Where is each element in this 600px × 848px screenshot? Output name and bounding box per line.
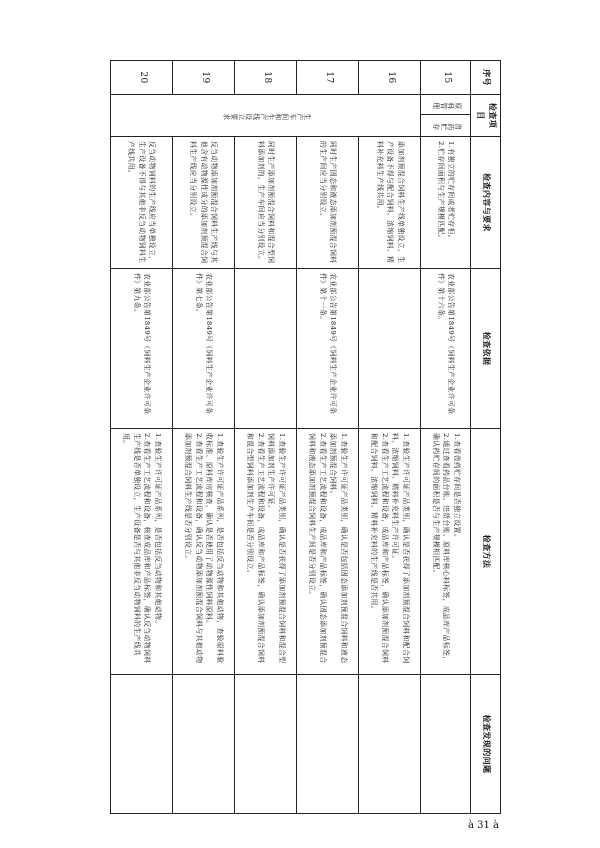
header-row <box>471 61 501 814</box>
method-line: 2.通过查看药品台账、进货台账、原料库核心料标签，成品库产品标签，确认药贮存间的面积是否与生产规模相匹配。 <box>431 433 451 664</box>
method-line: 1.查验生产许可证产品系列，是否包括反刍动物和其他动物，查验原料验收标准、原料库房核查，确认是否使用了动物源性饲料原料。 <box>205 433 224 664</box>
group-drug-store: 兽药贮存 <box>421 115 471 137</box>
table-row <box>173 61 235 814</box>
method-line: 1.查验生产许可证产品类别，确认是否获得了添加剂预混合饲料和混合型饲料添加剂生产许可证。 <box>267 433 286 664</box>
row-number: 18 <box>235 61 297 95</box>
row-problem[interactable] <box>235 675 297 814</box>
header-seq: 序号 <box>471 61 501 95</box>
row-content: 反刍动物添加剂预混合饲料生产线与其他含有动物源性成分的添加剂预混合饲料生产线应当分别设立。 <box>173 137 235 269</box>
method-line: 1.查验生产许可证产品类别，确认是否包括固态添加剂预混合饲料和液态添加剂预混合饲料。 <box>329 433 348 664</box>
row-number: 20 <box>111 61 173 95</box>
table-row <box>421 61 471 814</box>
row-content: 反刍动物饲料的生产线应当单独设立，生产设备不得与其他非反刍动物饲料生产线共用。 <box>111 137 173 269</box>
table-row <box>297 61 359 814</box>
row-content: 添加剂预混合饲料生产线单独设立，生产设备不得与配合饲料、浓缩饲料、精料补充料生产线共用。 <box>359 137 421 269</box>
method-line: 1.查看兽药贮存间是否独立设置。 <box>452 433 461 542</box>
row-basis: 农业部公告第1849号《饲料生产企业许可条件》第九条。 <box>111 269 173 429</box>
row-content: 1.有独立的贮存间或者贮存柜。 2.贮存间面积与生产规模匹配。 <box>421 137 471 269</box>
method-line: 1.查验生产许可证产品系列，是否包括反刍动物和其他动物。 <box>153 433 162 628</box>
header-problem: 检查发现的问题 <box>471 675 501 814</box>
row-basis: 农业部公告第1849号《饲料生产企业许可条件》第十一条。 <box>297 269 359 429</box>
row-problem[interactable] <box>359 675 421 814</box>
row-content: 同时生产添加剂预混合饲料和混合型饲料添加剂的，生产车间应当分别设立。 <box>235 137 297 269</box>
row-method <box>359 429 421 675</box>
row-method <box>235 429 297 675</box>
row-method <box>421 429 471 675</box>
rotated-table-frame <box>110 60 501 813</box>
row-content: 同时生产固态和液态添加剂预混合饲料的生产间应当分别设立。 <box>297 137 359 269</box>
method-line: 2.查看生产工艺流程和设备，成品库和产品标签，确认添加剂预混合饲料和配合饲料、浓缩饲料、精料补充料的生产线是否共用。 <box>370 433 389 664</box>
method-line: 2.查看生产工艺流程和设备，核查成品库和产品标签，确认反刍动物饲料生产线是否单独设立，生产设备是否与其他非反刍动物饲料的生产线共用。 <box>122 433 152 664</box>
row-number: 15 <box>421 61 471 95</box>
header-basis: 检查依据 <box>471 269 501 429</box>
page-number: à 31 à <box>468 820 500 831</box>
row-method <box>173 429 235 675</box>
row-problem[interactable] <box>297 675 359 814</box>
row-problem[interactable] <box>111 675 173 814</box>
row-number: 17 <box>297 61 359 95</box>
method-line: 2.查看生产工艺流程和设备，确认反刍动物添加剂预混合饲料与其他动物添加剂预混合饲料生产线是否分别设立。 <box>184 433 203 664</box>
group-raw-material: 原料管理 <box>421 95 471 115</box>
method-line: 1.查验生产许可证产品类别，确认是否获得了添加剂预混合饲料和配合饲料、浓缩饲料、精料补充料生产许可证。 <box>391 433 411 664</box>
header-item: 检查项目 <box>471 95 501 137</box>
row-basis: 农业部公告第1849号《饲料生产企业许可条件》第七条。 <box>173 269 235 429</box>
row-basis <box>235 269 297 429</box>
row-basis: 农业部公告第1849号《饲料生产企业许可条件》第十六条。 <box>421 269 471 429</box>
row-problem[interactable] <box>173 675 235 814</box>
table-row <box>359 61 421 814</box>
row-method <box>297 429 359 675</box>
method-line: 2.查看生产工艺流程和设备，成品库和产品标签，确认添加剂预混合饲料和混合型饲料添加剂生产车间是否分别设立。 <box>246 433 265 664</box>
header-content: 检查内容与要求 <box>471 137 501 269</box>
inspection-table <box>110 60 501 814</box>
row-method <box>111 429 173 675</box>
method-line: 2.查看生产工艺流程和设备，成品库和产品标签，确认固态添加剂预混合饲料和液态添加剂预混合饲料生产间是否分别设立。 <box>308 433 327 664</box>
group-production-line: 生产车间和生产线设立要求 <box>111 95 422 137</box>
table-row <box>235 61 297 814</box>
row-number: 19 <box>173 61 235 95</box>
row-problem[interactable] <box>421 675 471 814</box>
row-number: 16 <box>359 61 421 95</box>
row-basis <box>359 269 421 429</box>
table-row <box>111 61 173 814</box>
header-method: 检查方法 <box>471 429 501 675</box>
